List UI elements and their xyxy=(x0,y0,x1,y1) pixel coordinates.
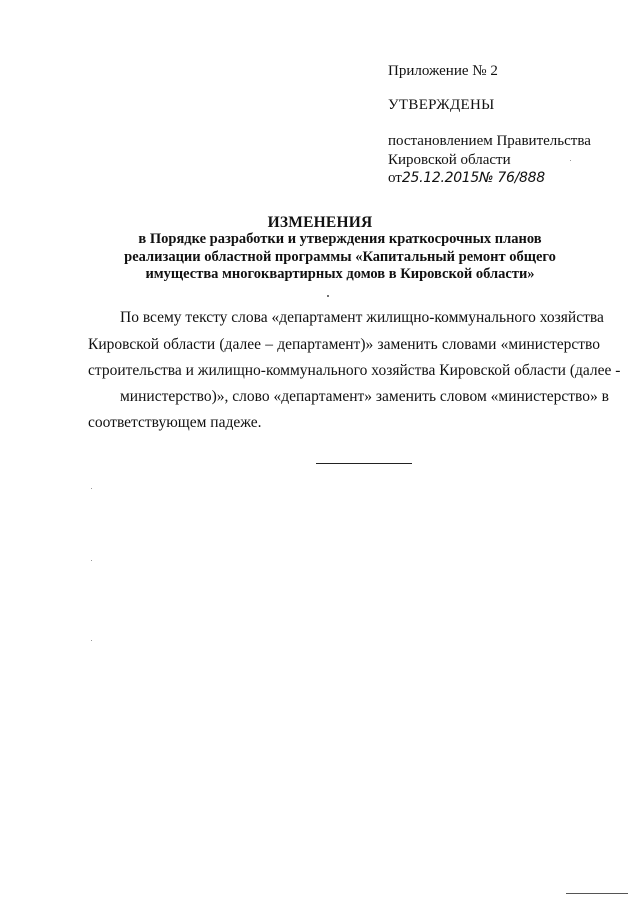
body-text-line: Кировской области (далее – департамент)» заменить словами «министерство xyxy=(88,336,600,353)
approved-stamp: УТВЕРЖДЕНЫ xyxy=(388,97,495,113)
decree-date-handwritten: 25.12.2015№ 76/888 xyxy=(401,170,545,186)
scan-speck xyxy=(327,295,329,297)
subtitle-line: имущества многоквартирных домов в Кировской области» xyxy=(145,266,535,282)
document-title: ИЗМЕНЕНИЯ xyxy=(267,214,373,231)
body-text-line: По всему тексту слова «департамент жилищно-коммунального хозяйства xyxy=(120,309,604,326)
body-text-line: министерство)», слово «департамент» заменить словом «министерство» в xyxy=(120,388,609,405)
scan-speck xyxy=(91,560,92,561)
subtitle-line: в Порядке разработки и утверждения краткосрочных планов xyxy=(138,231,542,247)
body-text-line: соответствующем падеже. xyxy=(88,414,262,431)
decree-date xyxy=(388,169,591,188)
scan-speck xyxy=(570,160,571,161)
appendix-number: Приложение № 2 xyxy=(388,63,498,79)
decree-line: Кировской области xyxy=(388,151,511,168)
decree-reference xyxy=(388,132,591,188)
document-subtitle xyxy=(90,231,590,284)
footer-line xyxy=(566,893,628,894)
subtitle-line: реализации областной программы «Капитальный ремонт общего xyxy=(124,248,556,265)
scan-speck xyxy=(91,488,92,489)
scan-speck xyxy=(91,640,92,641)
decree-date-prefix: от xyxy=(388,170,402,186)
closing-separator-line xyxy=(316,463,412,464)
decree-line: постановлением Правительства xyxy=(388,133,591,149)
body-text-line: строительства и жилищно-коммунального хозяйства Кировской области (далее - xyxy=(88,362,621,379)
